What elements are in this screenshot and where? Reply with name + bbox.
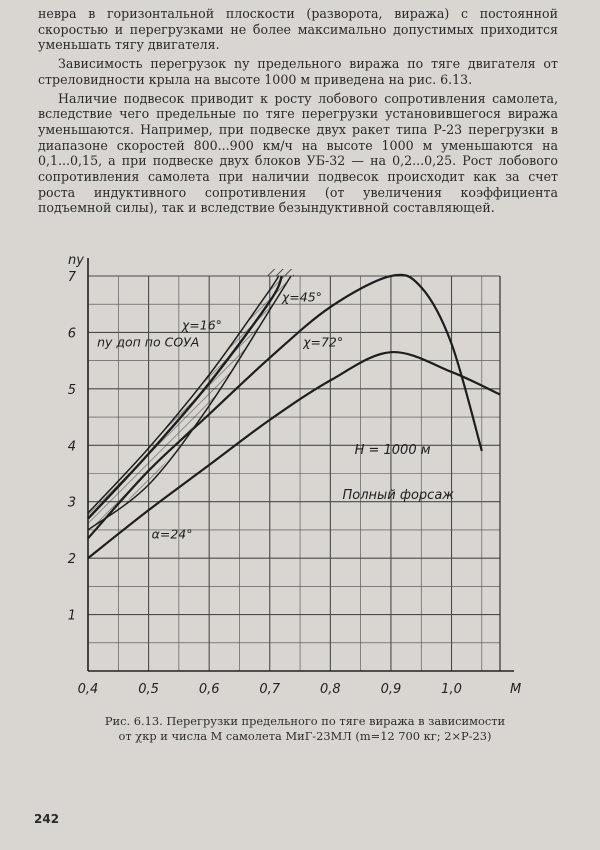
chart-annotation: α=24° <box>151 526 193 542</box>
paragraph-2: Зависимость перегрузок nу предельного виража по тяге двигателя от стреловидности крыла на высоте 1000 м приведена на рис. 6.13. <box>38 56 558 87</box>
y-axis-label: ny <box>68 253 84 268</box>
series-line-4 <box>88 276 279 513</box>
chart-annotation: χ=45° <box>281 289 322 305</box>
paragraph-1: невра в горизонтальной плоскости (разворота, виража) с постоянной скоростью и перегрузками не более максимально допустимых приходится уменьшать тягу двигателя. <box>38 6 558 53</box>
caption-line-1: Рис. 6.13. Перегрузки предельного по тяге виража в зависимости <box>104 714 506 728</box>
load-factor-chart <box>0 246 600 696</box>
x-tick-label: 0,7 <box>259 682 281 696</box>
y-tick-label: 6 <box>67 326 76 342</box>
caption-line-2: от χкр и числа М самолета МиГ-23МЛ (m=12 700 кг; 2×Р-23) <box>118 729 492 743</box>
page-number: 242 <box>34 812 60 826</box>
top-limit-hatch <box>267 269 294 276</box>
x-tick-label: 0,6 <box>198 682 220 696</box>
y-tick-label: 7 <box>67 270 76 285</box>
chart-annotation: nу доп по СОУА <box>97 334 200 350</box>
x-tick-label: 0,8 <box>320 682 341 696</box>
x-tick-label: 0,5 <box>138 682 159 696</box>
chart-series <box>88 269 500 558</box>
chart-annotation: H = 1000 м <box>354 442 431 458</box>
paragraph-3: Наличие подвесок приводит к росту лобового сопротивления самолета, вследствие чего предельные по тяге перегрузки установившегося виража уменьшаются. Например, при подвеске двух ракет типа Р-23 перегрузки в диапазоне скоростей 800...900 км/ч на высоте 1000 м уменьшаются на 0,1...0,15, а при подвеске двух блоков УБ-32 — на 0,2...0,25. Рост лобового сопротивления самолета при наличии подвесок происходит как за счет роста индуктивного сопротивления (от увеличения коэффициента подъемной силы), так и вследствие безындуктивной составляющей. <box>38 90 558 216</box>
y-tick-label: 5 <box>67 382 76 398</box>
y-tick-label: 3 <box>67 495 76 511</box>
x-axis-label: M <box>510 682 522 696</box>
figure-caption <box>70 714 540 744</box>
x-tick-label: 1,0 <box>441 682 462 696</box>
chart-annotation: Полный форсаж <box>342 487 455 503</box>
x-tick-label: 0,4 <box>77 682 99 696</box>
y-tick-label: 1 <box>67 608 76 624</box>
body-text <box>38 6 558 216</box>
y-tick-label: 2 <box>67 552 76 568</box>
chart-annotation: χ=72° <box>303 334 344 350</box>
chart-annotation: χ=16° <box>181 317 222 333</box>
y-tick-label: 4 <box>67 439 76 455</box>
x-tick-label: 0,9 <box>380 682 402 696</box>
